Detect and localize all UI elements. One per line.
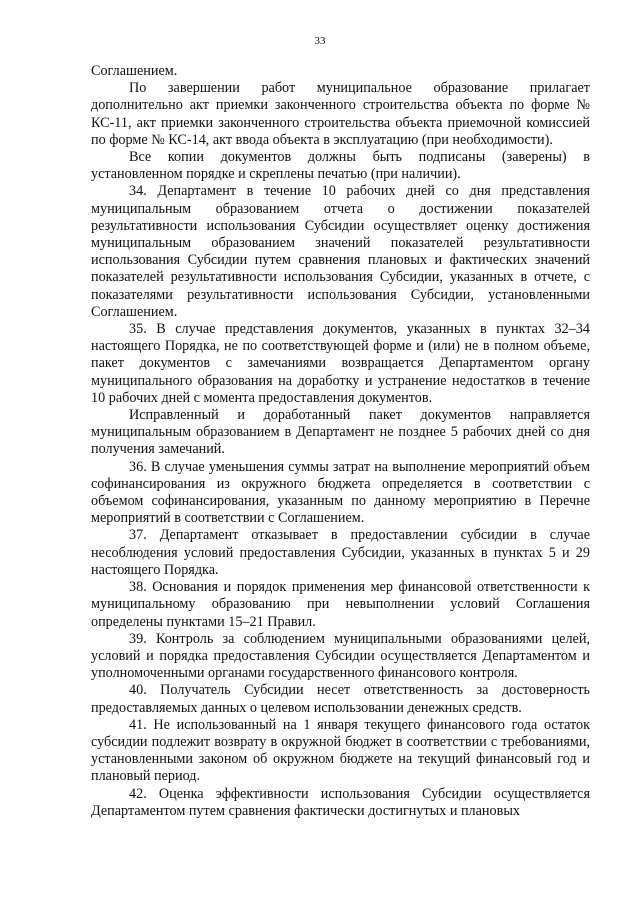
paragraph: 40. Получатель Субсидии несет ответственность за достоверность предоставляемых данных о целевом использовании денежных средств.	[91, 682, 590, 716]
document-body	[91, 63, 590, 820]
paragraph: По завершении работ муниципальное образование прилагает дополнительно акт приемки законченного строительства объекта по форме № КС-11, акт приемки законченного строительства объекта приемочной комиссией по форме № КС-14, акт ввода объекта в эксплуатацию (при необходимости).	[91, 80, 590, 148]
paragraph: 35. В случае представления документов, указанных в пунктах 32–34 настоящего Порядка, не по соответствующей форме и (или) не в полном объеме, пакет документов с замечаниями возвращается Департаментом органу муниципального образования на доработку и устранение недостатков в течение 10 рабочих дней с момента предоставления документов.	[91, 321, 590, 406]
paragraph: 34. Департамент в течение 10 рабочих дней со дня представления муниципальным образованием отчета о достижении показателей результативности использования Субсидии осуществляет оценку достижения муниципальным образованием значений показателей результативности использования Субсидии путем сравнения плановых и фактических значений показателей результативности использования Субсидии, указанных в отчете, с показателями результативности использования Субсидии, установленными Соглашением.	[91, 183, 590, 320]
paragraph: Соглашением.	[91, 63, 178, 79]
paragraph: 41. Не использованный на 1 января текущего финансового года остаток субсидии подлежит возврату в окружной бюджет в соответствии с требованиями, установленными законом об окружном бюджете на текущий финансовый год и плановый период.	[91, 716, 590, 785]
page-number: 33	[314, 35, 326, 47]
paragraph: 42. Оценка эффективности использования Субсидии осуществляется Департаментом путем сравнения фактически достигнутых и плановых	[91, 785, 590, 819]
paragraph: 39. Контроль за соблюдением муниципальными образованиями целей, условий и порядка предоставления Субсидии осуществляется Департаментом и уполномоченными органами государственного финансового контроля.	[91, 630, 590, 682]
paragraph: 36. В случае уменьшения суммы затрат на выполнение мероприятий объем софинансирования из окружного бюджета определяется в соответствии с объемом софинансирования, указанным по данному мероприятию в Перечне мероприятий в соответствии с Соглашением.	[91, 458, 590, 527]
paragraph: Все копии документов должны быть подписаны (заверены) в установленном порядке и скреплены печатью (при наличии).	[91, 149, 590, 183]
paragraph: Исправленный и доработанный пакет документов направляется муниципальным образованием в Департамент не позднее 5 рабочих дней со дня получения замечаний.	[91, 407, 590, 458]
paragraph: 38. Основания и порядок применения мер финансовой ответственности к муниципальному образованию при невыполнении условий Соглашения определены пунктами 15–21 Правил.	[91, 579, 590, 630]
paragraph: 37. Департамент отказывает в предоставлении субсидии в случае несоблюдения условий предоставления Субсидии, указанных в пунктах 5 и 29 настоящего Порядка.	[91, 527, 590, 578]
